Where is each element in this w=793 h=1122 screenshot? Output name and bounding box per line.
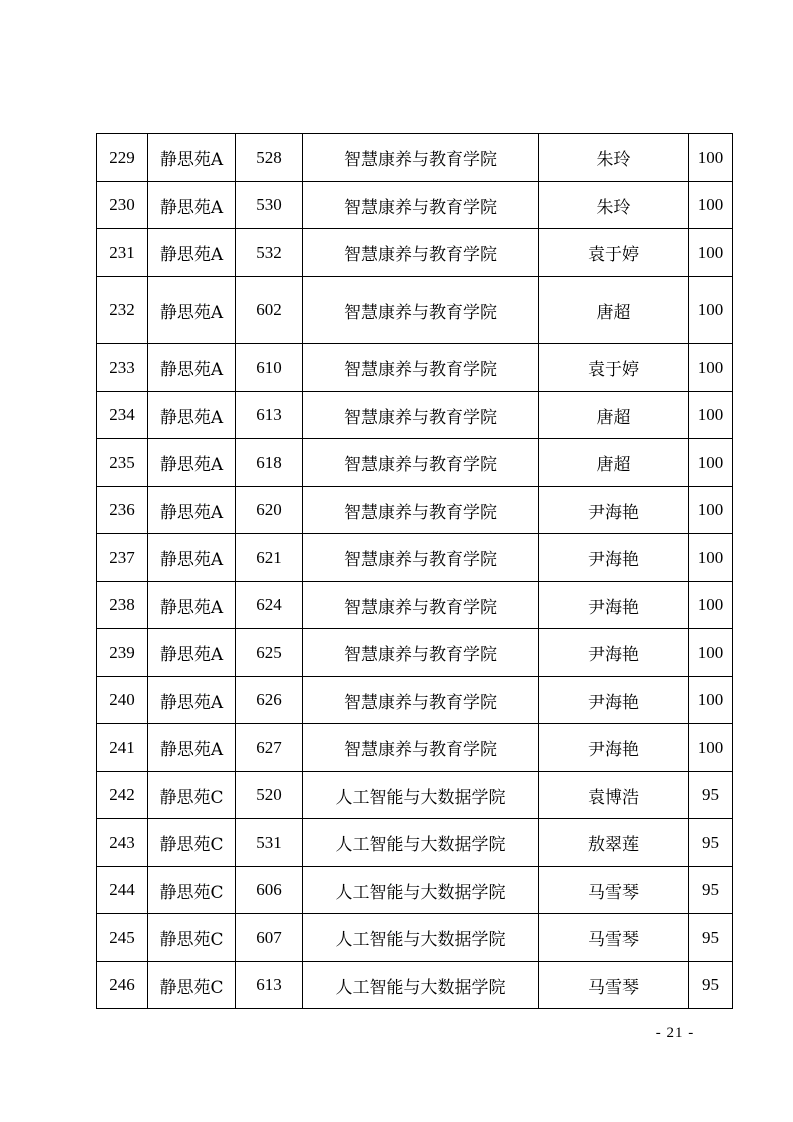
responsible-person-cell: 唐超 [539, 277, 689, 344]
college-cell: 智慧康养与教育学院 [303, 629, 539, 677]
table-row [97, 344, 733, 392]
room-cell: 618 [236, 439, 303, 487]
row-number: 245 [97, 914, 148, 962]
score-cell: 100 [689, 392, 733, 439]
responsible-person-cell: 马雪琴 [539, 914, 689, 962]
table-row [97, 677, 733, 724]
room-cell: 606 [236, 867, 303, 914]
table-row [97, 582, 733, 629]
table-row [97, 819, 733, 867]
row-number: 240 [97, 677, 148, 724]
college-cell: 智慧康养与教育学院 [303, 134, 539, 182]
responsible-person-cell: 朱玲 [539, 134, 689, 182]
college-cell: 智慧康养与教育学院 [303, 439, 539, 487]
building-cell: 静思苑A [148, 134, 236, 182]
building-cell: 静思苑A [148, 392, 236, 439]
responsible-person-cell: 尹海艳 [539, 487, 689, 534]
room-cell: 626 [236, 677, 303, 724]
college-cell: 智慧康养与教育学院 [303, 277, 539, 344]
room-cell: 624 [236, 582, 303, 629]
room-cell: 610 [236, 344, 303, 392]
room-cell: 613 [236, 392, 303, 439]
room-cell: 520 [236, 772, 303, 819]
table-row [97, 487, 733, 534]
room-cell: 620 [236, 487, 303, 534]
building-cell: 静思苑A [148, 344, 236, 392]
table-row [97, 772, 733, 819]
room-cell: 531 [236, 819, 303, 867]
row-number: 235 [97, 439, 148, 487]
college-cell: 智慧康养与教育学院 [303, 724, 539, 772]
row-number: 244 [97, 867, 148, 914]
building-cell: 静思苑C [148, 867, 236, 914]
score-cell: 100 [689, 582, 733, 629]
room-cell: 625 [236, 629, 303, 677]
score-cell: 95 [689, 962, 733, 1009]
responsible-person-cell: 尹海艳 [539, 582, 689, 629]
score-cell: 100 [689, 344, 733, 392]
college-cell: 人工智能与大数据学院 [303, 772, 539, 819]
score-cell: 100 [689, 534, 733, 582]
room-cell: 602 [236, 277, 303, 344]
college-cell: 智慧康养与教育学院 [303, 677, 539, 724]
row-number: 246 [97, 962, 148, 1009]
room-cell: 607 [236, 914, 303, 962]
building-cell: 静思苑A [148, 582, 236, 629]
row-number: 238 [97, 582, 148, 629]
table-row [97, 134, 733, 182]
building-cell: 静思苑A [148, 182, 236, 229]
college-cell: 智慧康养与教育学院 [303, 487, 539, 534]
room-cell: 532 [236, 229, 303, 277]
responsible-person-cell: 袁于婷 [539, 229, 689, 277]
room-cell: 530 [236, 182, 303, 229]
row-number: 233 [97, 344, 148, 392]
score-cell: 95 [689, 867, 733, 914]
building-cell: 静思苑A [148, 629, 236, 677]
responsible-person-cell: 袁博浩 [539, 772, 689, 819]
table-row [97, 629, 733, 677]
row-number: 243 [97, 819, 148, 867]
building-cell: 静思苑C [148, 914, 236, 962]
building-cell: 静思苑A [148, 277, 236, 344]
college-cell: 智慧康养与教育学院 [303, 392, 539, 439]
college-cell: 智慧康养与教育学院 [303, 229, 539, 277]
dormitory-score-table [96, 133, 733, 1009]
responsible-person-cell: 马雪琴 [539, 867, 689, 914]
college-cell: 智慧康养与教育学院 [303, 344, 539, 392]
table-row [97, 724, 733, 772]
building-cell: 静思苑A [148, 439, 236, 487]
responsible-person-cell: 马雪琴 [539, 962, 689, 1009]
row-number: 232 [97, 277, 148, 344]
responsible-person-cell: 唐超 [539, 439, 689, 487]
score-cell: 100 [689, 182, 733, 229]
score-cell: 100 [689, 134, 733, 182]
college-cell: 人工智能与大数据学院 [303, 819, 539, 867]
building-cell: 静思苑A [148, 229, 236, 277]
college-cell: 人工智能与大数据学院 [303, 914, 539, 962]
row-number: 237 [97, 534, 148, 582]
table-row [97, 229, 733, 277]
responsible-person-cell: 朱玲 [539, 182, 689, 229]
row-number: 234 [97, 392, 148, 439]
building-cell: 静思苑A [148, 534, 236, 582]
table-row [97, 392, 733, 439]
building-cell: 静思苑C [148, 772, 236, 819]
room-cell: 621 [236, 534, 303, 582]
responsible-person-cell: 敖翠莲 [539, 819, 689, 867]
table-row [97, 534, 733, 582]
score-cell: 100 [689, 229, 733, 277]
college-cell: 人工智能与大数据学院 [303, 962, 539, 1009]
table-row [97, 962, 733, 1009]
page-number: - 21 - [655, 1025, 695, 1041]
score-cell: 95 [689, 772, 733, 819]
building-cell: 静思苑C [148, 962, 236, 1009]
row-number: 231 [97, 229, 148, 277]
room-cell: 627 [236, 724, 303, 772]
row-number: 230 [97, 182, 148, 229]
score-cell: 100 [689, 277, 733, 344]
score-cell: 100 [689, 629, 733, 677]
responsible-person-cell: 尹海艳 [539, 629, 689, 677]
responsible-person-cell: 袁于婷 [539, 344, 689, 392]
building-cell: 静思苑A [148, 724, 236, 772]
college-cell: 人工智能与大数据学院 [303, 867, 539, 914]
responsible-person-cell: 尹海艳 [539, 677, 689, 724]
score-cell: 100 [689, 677, 733, 724]
score-cell: 95 [689, 914, 733, 962]
table-row [97, 867, 733, 914]
table-row [97, 182, 733, 229]
row-number: 229 [97, 134, 148, 182]
row-number: 239 [97, 629, 148, 677]
building-cell: 静思苑A [148, 677, 236, 724]
score-cell: 95 [689, 819, 733, 867]
room-cell: 613 [236, 962, 303, 1009]
row-number: 236 [97, 487, 148, 534]
responsible-person-cell: 唐超 [539, 392, 689, 439]
table-row [97, 277, 733, 344]
responsible-person-cell: 尹海艳 [539, 534, 689, 582]
table-row [97, 439, 733, 487]
table-row [97, 914, 733, 962]
score-cell: 100 [689, 724, 733, 772]
building-cell: 静思苑A [148, 487, 236, 534]
row-number: 242 [97, 772, 148, 819]
college-cell: 智慧康养与教育学院 [303, 182, 539, 229]
college-cell: 智慧康养与教育学院 [303, 534, 539, 582]
score-cell: 100 [689, 439, 733, 487]
score-cell: 100 [689, 487, 733, 534]
building-cell: 静思苑C [148, 819, 236, 867]
row-number: 241 [97, 724, 148, 772]
responsible-person-cell: 尹海艳 [539, 724, 689, 772]
room-cell: 528 [236, 134, 303, 182]
college-cell: 智慧康养与教育学院 [303, 582, 539, 629]
